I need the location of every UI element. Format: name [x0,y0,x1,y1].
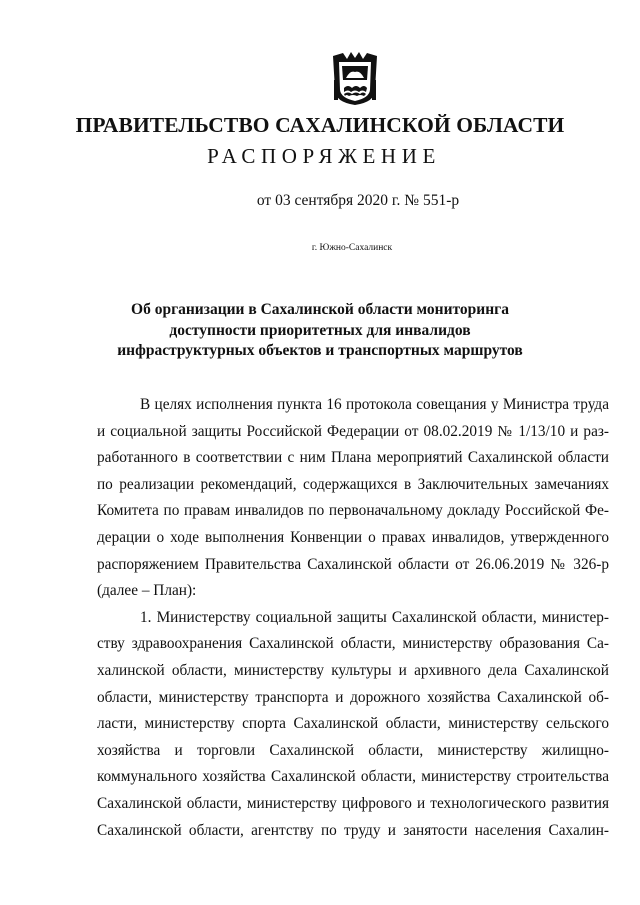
text-line: 1. Министерству социальной защиты Сахалинской области, министер- [140,608,609,626]
document-type: РАСПОРЯЖЕНИЕ [207,144,441,168]
text-line: и социальной защиты Российской Федерации от 08.02.2019 № 1/13/10 и раз- [97,422,609,440]
text-line: Сахалинской области, министерству цифрового и технологического развития [97,794,609,812]
paragraph-item-1 [97,605,609,844]
text-line: дерации о ходе выполнения Конвенции о правах инвалидов, утвержденного [97,528,609,546]
text-line: Сахалинской области, агентству по труду и занятости населения Сахалин- [97,821,609,839]
text-line: по реализации рекомендаций, содержащихся в Заключительных замечаниях [97,475,609,493]
document-subject [0,300,640,362]
document-city: г. Южно-Сахалинск [311,243,393,253]
subject-line: доступности приоритетных для инвалидов [169,321,471,339]
text-line: ласти, министерству спорта Сахалинской области, министерству сельского [97,715,609,733]
document-date-number: от 03 сентября 2020 г. № 551-р [256,192,460,209]
subject-line: инфраструктурных объектов и транспортных маршрутов [117,342,523,359]
subject-line: Об организации в Сахалинской области мониторинга [131,301,509,318]
text-line: коммунального хозяйства Сахалинской области, министерству строительства [97,768,609,786]
text-line: В целях исполнения пункта 16 протокола совещания у Министра труда [140,396,609,413]
coat-of-arms-icon [330,50,380,106]
paragraph-preamble [97,392,609,605]
text-line: хозяйства и торговли Сахалинской области, министерству жилищно- [97,741,609,759]
text-line: Комитета по правам инвалидов по первоначальному докладу Российской Фе- [97,502,609,520]
text-line: (далее – План): [97,582,197,600]
government-title: ПРАВИТЕЛЬСТВО САХАЛИНСКОЙ ОБЛАСТИ [75,113,565,137]
text-line: ству здравоохранения Сахалинской области, министерству образования Са- [97,635,609,653]
text-line: халинской области, министерству культуры и архивного дела Сахалинской [97,661,609,679]
text-line: работанного в соответствии с ним Плана мероприятий Сахалинской области [97,449,609,467]
text-line: области, министерству транспорта и дорожного хозяйства Сахалинской об- [97,688,609,706]
text-line: распоряжением Правительства Сахалинской области от 26.06.2019 № 326-р [97,555,609,573]
document-body [97,392,609,844]
